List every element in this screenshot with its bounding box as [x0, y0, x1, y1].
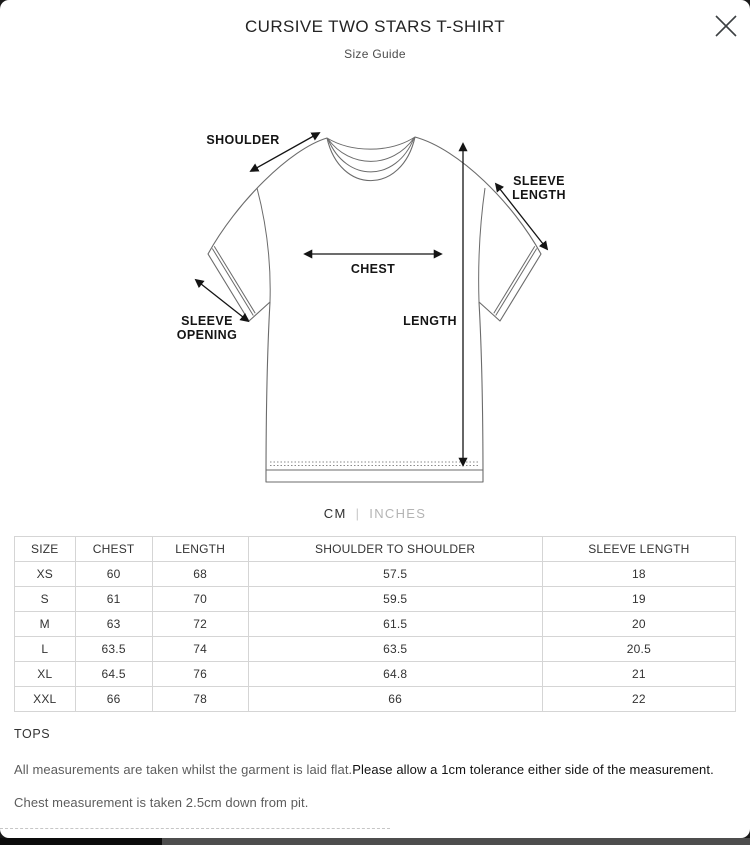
table-row — [15, 587, 736, 612]
table-cell: 74 — [152, 637, 248, 662]
table-cell: 64.5 — [75, 662, 152, 687]
sleeve-opening-label-line1: SLEEVE — [181, 314, 233, 328]
shoulder-label: SHOULDER — [206, 133, 280, 147]
table-cell: 63.5 — [248, 637, 542, 662]
measurement-note-1-strong: Please allow a 1cm tolerance either side of the measurement. — [352, 762, 714, 777]
page-title: CURSIVE TWO STARS T-SHIRT — [245, 17, 505, 36]
table-row — [15, 637, 736, 662]
table-cell: M — [15, 612, 76, 637]
length-label: LENGTH — [403, 314, 457, 328]
table-cell: XL — [15, 662, 76, 687]
table-cell: 76 — [152, 662, 248, 687]
table-cell: 20.5 — [542, 637, 735, 662]
table-cell: 63 — [75, 612, 152, 637]
horizontal-scrollbar[interactable] — [0, 838, 750, 845]
table-cell: S — [15, 587, 76, 612]
modal-subtitle: Size Guide — [344, 47, 406, 61]
table-cell: 60 — [75, 562, 152, 587]
table-header-cell: SLEEVE LENGTH — [542, 537, 735, 562]
table-cell: 59.5 — [248, 587, 542, 612]
bottom-dashed-divider — [0, 828, 390, 829]
tshirt-outline-drawing — [208, 137, 541, 482]
table-cell: 61.5 — [248, 612, 542, 637]
measurement-note-2: Chest measurement is taken 2.5cm down from pit. — [14, 795, 309, 810]
size-table — [14, 536, 736, 712]
table-cell: 63.5 — [75, 637, 152, 662]
unit-toggle — [0, 506, 750, 521]
table-cell: 22 — [542, 687, 735, 712]
unit-option-cm[interactable]: CM — [323, 506, 347, 521]
table-cell: 78 — [152, 687, 248, 712]
table-cell: 68 — [152, 562, 248, 587]
horizontal-scrollbar-thumb[interactable] — [0, 838, 162, 845]
table-cell: 18 — [542, 562, 735, 587]
table-cell: 61 — [75, 587, 152, 612]
table-row — [15, 612, 736, 637]
table-header-cell: LENGTH — [152, 537, 248, 562]
table-cell: 66 — [248, 687, 542, 712]
table-row — [15, 562, 736, 587]
table-cell: L — [15, 637, 76, 662]
table-cell: 19 — [542, 587, 735, 612]
unit-option-inches[interactable]: INCHES — [369, 506, 427, 521]
sleeve-length-label-line1: SLEEVE — [513, 174, 565, 188]
table-cell: 72 — [152, 612, 248, 637]
table-cell: 66 — [75, 687, 152, 712]
measurement-note-1 — [14, 762, 714, 777]
table-cell: 70 — [152, 587, 248, 612]
chest-label: CHEST — [350, 262, 396, 276]
table-cell: XXL — [15, 687, 76, 712]
unit-divider: | — [355, 506, 361, 521]
table-cell: 57.5 — [248, 562, 542, 587]
table-header-cell: SHOULDER TO SHOULDER — [248, 537, 542, 562]
tshirt-measurement-diagram — [130, 105, 590, 495]
table-row — [15, 687, 736, 712]
close-button[interactable] — [711, 11, 741, 41]
sleeve-length-label-line2: LENGTH — [512, 188, 566, 202]
measurement-note-1-normal: All measurements are taken whilst the garment is laid flat. — [14, 762, 353, 777]
table-header-cell: CHEST — [75, 537, 152, 562]
table-cell: 21 — [542, 662, 735, 687]
table-header-cell: SIZE — [15, 537, 76, 562]
table-cell: 20 — [542, 612, 735, 637]
table-row — [15, 662, 736, 687]
close-icon — [713, 13, 739, 39]
table-cell: XS — [15, 562, 76, 587]
category-label: TOPS — [14, 727, 51, 741]
sleeve-opening-label-line2: OPENING — [176, 328, 238, 342]
table-cell: 64.8 — [248, 662, 542, 687]
table-header-row — [15, 537, 736, 562]
